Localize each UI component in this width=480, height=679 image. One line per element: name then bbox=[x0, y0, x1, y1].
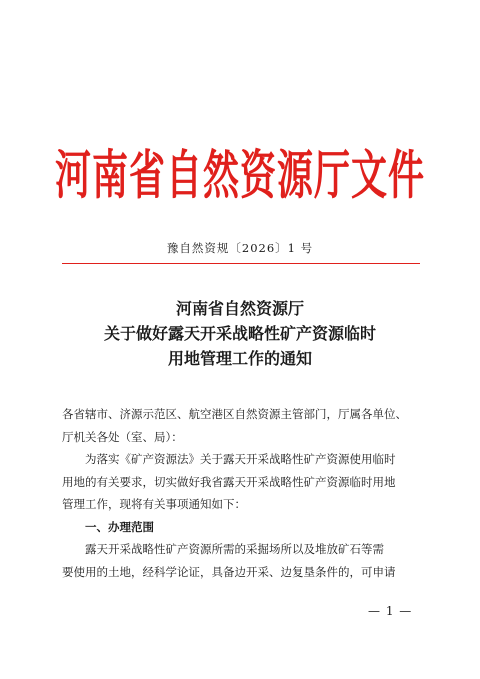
title-line-3: 用地管理工作的通知 bbox=[167, 349, 312, 368]
masthead: 河南省自然资源厅文件 bbox=[54, 146, 425, 206]
intro-line-2: 用地的有关要求，切实做好我省露天开采战略性矿产资源临时用地 bbox=[62, 474, 396, 489]
section-1-line-2: 要使用的土地，经科学论证，具备边开采、边复垦条件的，可申请 bbox=[62, 564, 396, 579]
red-divider-rule bbox=[62, 263, 420, 264]
addressee-line-2: 厅机关各处（室、局）： bbox=[62, 429, 183, 444]
addressee-line-1: 各省辖市、济源示范区、航空港区自然资源主管部门，厅属各单位、 bbox=[62, 407, 407, 421]
notice-body bbox=[62, 403, 426, 583]
document-number: 豫自然资规〔2026〕1 号 bbox=[166, 241, 314, 255]
intro-line-1: 为落实《矿产资源法》关于露天开采战略性矿产资源使用临时 bbox=[85, 452, 396, 466]
section-1-heading: 一、办理范围 bbox=[85, 519, 154, 534]
title-line-2: 关于做好露天开采战略性矿产资源临时 bbox=[103, 324, 376, 343]
section-1-line-1: 露天开采战略性矿产资源所需的采掘场所以及堆放矿石等需 bbox=[85, 542, 384, 556]
page-number: — 1 — bbox=[368, 604, 413, 618]
title-line-1: 河南省自然资源厅 bbox=[175, 299, 304, 318]
intro-line-3: 管理工作，现将有关事项通知如下： bbox=[62, 497, 246, 511]
notice-title bbox=[0, 296, 480, 371]
